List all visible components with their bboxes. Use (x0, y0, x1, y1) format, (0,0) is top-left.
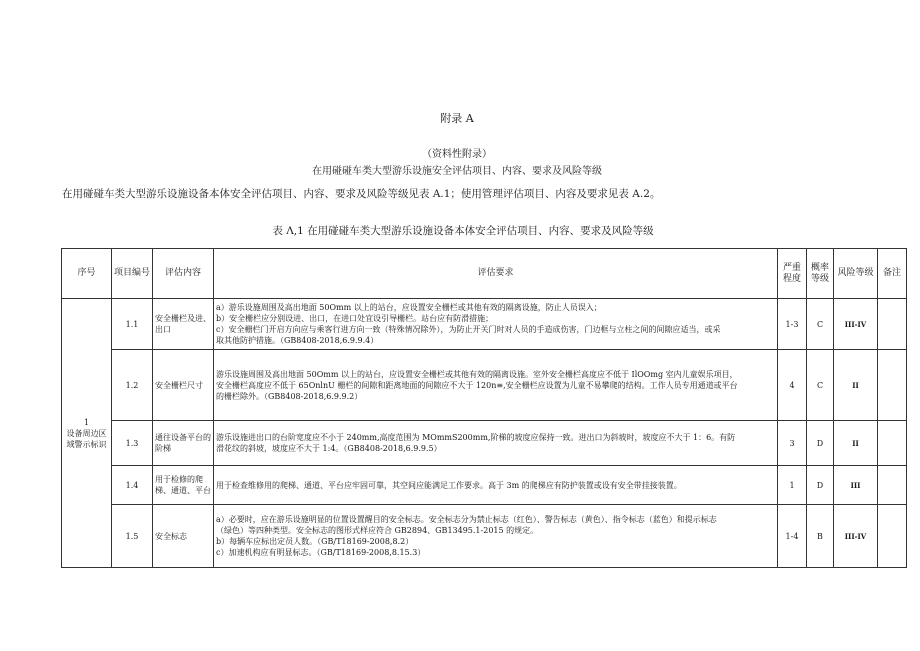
col-header-requirement: 评估要求 (214, 249, 778, 299)
remark-cell (878, 466, 907, 505)
category-name: 设备周边区域警示标识 (66, 428, 107, 449)
assessment-table (61, 248, 907, 568)
remark-cell (878, 421, 907, 466)
risk-cell: II (834, 350, 878, 421)
col-header-remark: 备注 (878, 249, 907, 299)
col-header-seq: 序号 (62, 249, 112, 299)
risk-cell: III-IV (834, 505, 878, 568)
category-cell (62, 299, 112, 568)
requirement-line: 取其他防护措施。（GB8408-2018,6.9.9.4） (216, 336, 379, 345)
content-cell: 安全标志 (153, 505, 214, 568)
requirement-line: a）游乐设施周围及高出地面 50Omm 以上的站台，应设置安全栅栏或其他有效的隔离设施，防止人员误入； (216, 303, 602, 312)
table-row (62, 350, 907, 421)
item-no-cell: 1.4 (112, 466, 153, 505)
table-caption: 表 Λ,1 在用碰碰车类大型游乐设施设备本体安全评估项目、内容、要求及风险等级 (272, 225, 654, 237)
probability-cell: C (807, 299, 834, 350)
probability-cell: D (807, 466, 834, 505)
severity-cell: 4 (778, 350, 807, 421)
intro-paragraph: 在用碰碰车类大型游乐设施设备本体安全评估项目、内容、要求及风险等级见表 A.1；使用管理评估项目、内容及要求见表 A.2。 (62, 188, 661, 200)
severity-cell: 1-4 (778, 505, 807, 568)
col-header-risk: 风险等级 (834, 249, 878, 299)
item-no-cell: 1.2 (112, 350, 153, 421)
remark-cell (878, 505, 907, 568)
requirement-line: 游乐设施进出口的台阶宽度应不小于 240mm,高度范围为 MOmmS200mm,阶梯的坡度应保持一致。进出口为斜坡时，坡度应不大于 1：6。有防 (216, 433, 736, 442)
requirement-line: 滑花纹的斜坡，坡度应不大于 1:4。（GB8408-2018,6.9.9.5） (216, 444, 442, 453)
content-cell: 通往设备平台的阶梯 (153, 421, 214, 466)
content-cell: 安全栅栏尺寸 (153, 350, 214, 421)
appendix-nature: （资料性附录） (422, 149, 492, 160)
requirement-line: 安全栅栏高度应不低于 65OnlnU 栅栏的间隙和距离地面的间隙应不大于 120n≡,安全栅栏应设置为儿童不易攀爬的结构。工作人员专用通道或平台 (216, 380, 738, 390)
remark-cell (878, 350, 907, 421)
table-header-row (62, 249, 907, 299)
requirement-line: a）必要时，应在游乐设施明显的位置设置醒目的安全标志。安全标志分为禁止标志（红色）、警告标志（黄色）、指令标志（蓝色）和提示标志 (216, 515, 717, 524)
risk-cell: III-IV (834, 299, 878, 350)
requirement-cell (214, 505, 778, 568)
severity-cell: 1 (778, 466, 807, 505)
requirement-line: 游乐设施周围及高出地面 50Omm 以上的站台，应设置安全栅栏或其他有效的隔离设施。室外安全栅栏高度应不低于 IlOOmg 室内儿童娱乐项目， (216, 369, 738, 379)
table-row (62, 421, 907, 466)
content-cell: 用于检修的爬梯、通道、平台 (153, 466, 214, 505)
requirement-cell (214, 421, 778, 466)
requirement-line: （绿色）等四种类型。安全标志的图形式样应符合 GB2894、GB13495.1-2015 的规定。 (216, 526, 539, 535)
requirement-cell (214, 466, 778, 505)
remark-cell (878, 299, 907, 350)
severity-cell: 3 (778, 421, 807, 466)
severity-cell: 1-3 (778, 299, 807, 350)
requirement-line: c）加速机构应有明显标志。（GB/T18169-2008,8.15.3） (216, 548, 426, 557)
appendix-heading: 附录 A (440, 112, 474, 125)
probability-cell: C (807, 350, 834, 421)
requirement-cell (214, 299, 778, 350)
risk-cell: II (834, 421, 878, 466)
requirement-line: 用于检查维修用的爬梯、通道、平台应牢固可靠，其空间应能满足工作要求。高于 3m 的爬梯应有防护装置或设有安全带挂接装置。 (216, 480, 682, 490)
table-row (62, 466, 907, 505)
requirement-line: b）安全栅栏应分别设进、出口，在进口处宜设引导栅栏。站台应有防滑措施； (216, 314, 494, 323)
requirement-line: b）每辆车应标出定员人数。（GB/T18169-2008,8.2） (216, 537, 414, 546)
col-header-severity: 严重程度 (778, 249, 807, 299)
col-header-item-no: 项目编号 (112, 249, 153, 299)
col-header-probability: 概率等级 (807, 249, 834, 299)
requirement-line: 的栅栏除外。（GB8408-2018,6.9.9.2） (216, 391, 363, 401)
requirement-cell (214, 350, 778, 421)
item-no-cell: 1.1 (112, 299, 153, 350)
requirement-line: c）安全栅栏门开启方向应与乘客行进方向一致（特殊情况除外），为防止开关门时对人员的手造成伤害，门边框与立柱之间的间隙应适当，或采 (216, 325, 721, 334)
item-no-cell: 1.5 (112, 505, 153, 568)
category-seq: 1 (83, 417, 90, 427)
probability-cell: D (807, 421, 834, 466)
probability-cell: B (807, 505, 834, 568)
table-row (62, 299, 907, 350)
item-no-cell: 1.3 (112, 421, 153, 466)
content-cell: 安全栅栏及进、出口 (153, 299, 214, 350)
risk-cell: III (834, 466, 878, 505)
table-row (62, 505, 907, 568)
col-header-content: 评估内容 (153, 249, 214, 299)
appendix-title: 在用碰碰车类大型游乐设施安全评估项目、内容、要求及风险等级 (312, 166, 602, 177)
